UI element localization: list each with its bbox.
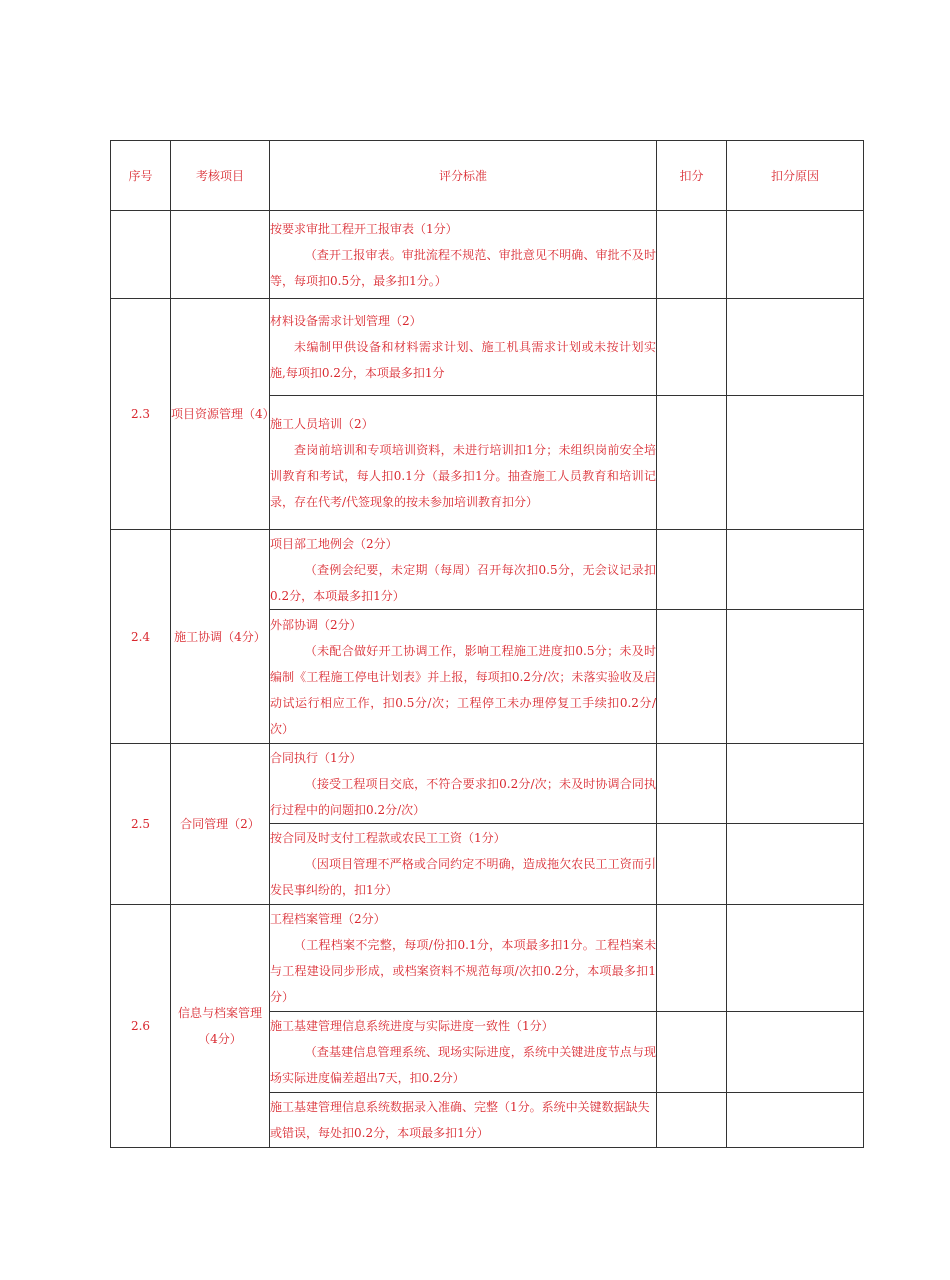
item-cell: 信息与档案管理（4分） — [171, 905, 270, 1148]
deduct-cell[interactable] — [657, 299, 727, 396]
deduct-cell[interactable] — [657, 530, 727, 610]
item-cell: 合同管理（2） — [171, 744, 270, 905]
criteria-title: 施工基建管理信息系统数据录入准确、完整（1分。系统中关键数据缺失或错误，每处扣0.2分，本项最多扣1分） — [270, 1100, 650, 1140]
deduct-cell[interactable] — [657, 396, 727, 530]
reason-cell[interactable] — [727, 211, 864, 299]
reason-cell[interactable] — [727, 1093, 864, 1148]
criteria-detail: （查基建信息管理系统、现场实际进度，系统中关键进度节点与现场实际进度偏差超出7天，扣0.2分） — [270, 1045, 656, 1085]
header-deduct: 扣分 — [657, 141, 727, 211]
deduct-cell[interactable] — [657, 1012, 727, 1093]
criteria-title: 材料设备需求计划管理（2） — [270, 314, 422, 328]
criteria-cell — [270, 1012, 657, 1093]
item-cell — [171, 211, 270, 299]
criteria-cell — [270, 396, 657, 530]
deduct-cell[interactable] — [657, 211, 727, 299]
header-item: 考核项目 — [171, 141, 270, 211]
criteria-detail: （接受工程项目交底，不符合要求扣0.2分/次；未及时协调合同执行过程中的问题扣0.2分/次） — [270, 776, 656, 817]
criteria-cell — [270, 610, 657, 744]
deduct-cell[interactable] — [657, 744, 727, 824]
table-row — [111, 905, 864, 1012]
reason-cell[interactable] — [727, 905, 864, 1012]
seq-cell: 2.6 — [111, 905, 171, 1148]
table-row — [111, 530, 864, 610]
criteria-title: 合同执行（1分） — [270, 750, 362, 765]
reason-cell[interactable] — [727, 396, 864, 530]
reason-cell[interactable] — [727, 299, 864, 396]
seq-cell — [111, 211, 171, 299]
reason-cell[interactable] — [727, 610, 864, 744]
reason-cell[interactable] — [727, 1012, 864, 1093]
criteria-cell — [270, 905, 657, 1012]
criteria-detail: 查岗前培训和专项培训资料，未进行培训扣1分；未组织岗前安全培训教育和考试，每人扣0.1分（最多扣1分。抽查施工人员教育和培训记录，存在代考/代签现象的按未参加培训教育扣分） — [270, 442, 656, 509]
scoring-table — [110, 140, 864, 1148]
criteria-detail: （工程档案不完整，每项/份扣0.1分，本项最多扣1分。工程档案未与工程建设同步形成，或档案资料不规范每项/次扣0.2分，本项最多扣1分） — [270, 938, 656, 1004]
criteria-detail: （查开工报审表。审批流程不规范、审批意见不明确、审批不及时等，每项扣0.5分，最多扣1分。） — [270, 247, 656, 288]
seq-cell: 2.3 — [111, 299, 171, 530]
header-seq: 序号 — [111, 141, 171, 211]
criteria-detail: 未编制甲供设备和材料需求计划、施工机具需求计划或未按计划实施,每项扣0.2分，本项最多扣1分 — [270, 340, 656, 380]
reason-cell[interactable] — [727, 530, 864, 610]
reason-cell[interactable] — [727, 744, 864, 824]
criteria-cell — [270, 530, 657, 610]
reason-cell[interactable] — [727, 824, 864, 905]
table-row — [111, 299, 864, 396]
header-criteria: 评分标准 — [270, 141, 657, 211]
criteria-cell — [270, 211, 657, 299]
deduct-cell[interactable] — [657, 610, 727, 744]
criteria-title: 外部协调（2分） — [270, 617, 362, 632]
criteria-detail: （查例会纪要，未定期（每周）召开每次扣0.5分，无会议记录扣0.2分，本项最多扣1分） — [270, 562, 656, 603]
seq-cell: 2.5 — [111, 744, 171, 905]
criteria-title: 按要求审批工程开工报审表（1分） — [270, 221, 458, 236]
deduct-cell[interactable] — [657, 824, 727, 905]
item-cell: 施工协调（4分） — [171, 530, 270, 744]
criteria-title: 施工基建管理信息系统进度与实际进度一致性（1分） — [270, 1019, 554, 1033]
table-header-row — [111, 141, 864, 211]
criteria-detail: （因项目管理不严格或合同约定不明确，造成拖欠农民工工资而引发民事纠纷的，扣1分） — [270, 857, 656, 897]
criteria-cell — [270, 1093, 657, 1148]
header-reason: 扣分原因 — [727, 141, 864, 211]
deduct-cell[interactable] — [657, 1093, 727, 1148]
table-row — [111, 744, 864, 824]
item-cell: 项目资源管理（4） — [171, 299, 270, 530]
criteria-cell — [270, 299, 657, 396]
table-row — [111, 211, 864, 299]
criteria-detail: （未配合做好开工协调工作，影响工程施工进度扣0.5分；未及时编制《工程施工停电计划表》并上报，每项扣0.2分/次；未落实验收及启动试运行相应工作，扣0.5分/次；工程停工未办理停复工手续扣0.2分/次） — [270, 643, 656, 736]
criteria-title: 工程档案管理（2分） — [270, 912, 386, 926]
criteria-title: 项目部工地例会（2分） — [270, 536, 398, 551]
criteria-cell — [270, 824, 657, 905]
criteria-cell — [270, 744, 657, 824]
criteria-title: 按合同及时支付工程款或农民工工资（1分） — [270, 831, 506, 845]
deduct-cell[interactable] — [657, 905, 727, 1012]
seq-cell: 2.4 — [111, 530, 171, 744]
criteria-title: 施工人员培训（2） — [270, 416, 374, 431]
